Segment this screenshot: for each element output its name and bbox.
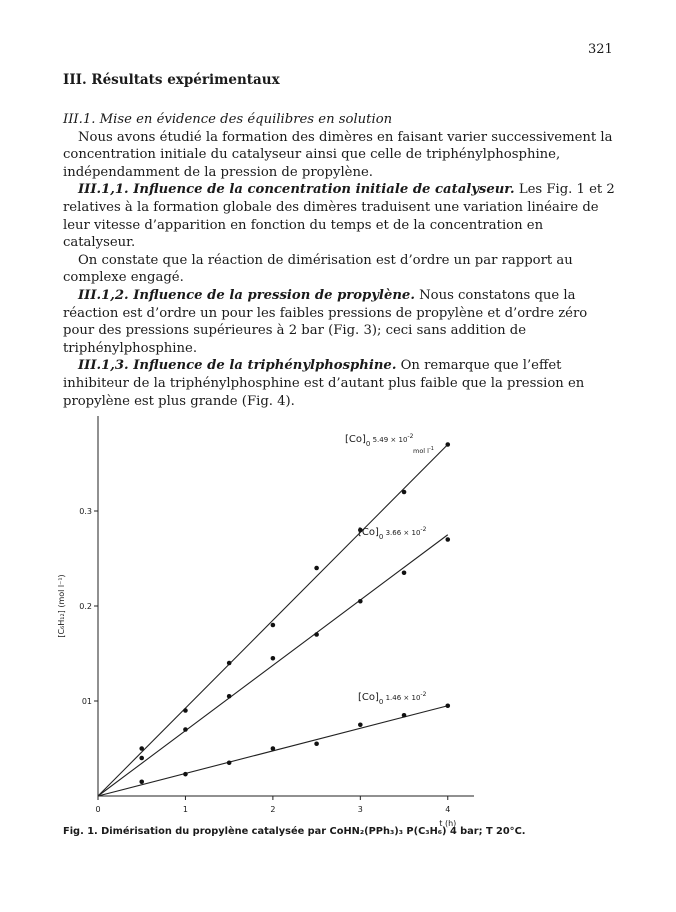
chart xyxy=(40,410,510,830)
page-number: 321 xyxy=(588,42,613,57)
data-point-series-3 xyxy=(271,746,276,751)
data-point-series-1 xyxy=(271,623,276,628)
x-axis-label: t (h) xyxy=(439,819,457,828)
series-annotation-unit: mol $l^{-1}$ xyxy=(413,446,434,455)
data-point-series-3 xyxy=(139,779,144,784)
intro-paragraph: Nous avons étudié la formation des dimères en faisant varier successivement la concentration initiale du catalyseur ainsi que celle de triphénylphosphine, indépendamment de la pression de propylène. xyxy=(63,129,613,180)
data-point-series-2 xyxy=(314,632,319,637)
subsection-title: III.1. Mise en évidence des équilibres en solution xyxy=(63,112,393,127)
fit-line-series-3 xyxy=(98,706,448,796)
fit-line-series-1 xyxy=(98,445,448,797)
data-point-series-2 xyxy=(358,599,363,604)
data-point-series-1 xyxy=(314,566,319,571)
paragraph-pressure xyxy=(63,287,615,357)
data-point-series-1 xyxy=(227,661,232,666)
fit-line-series-2 xyxy=(98,535,448,796)
paragraph-catalyst-text: Les Fig. 1 et 2 relatives à la formation globale des dimères traduisent une variation linéaire de leur vitesse d’apparition en fonction du temps et de la concentration en catalyseur. xyxy=(63,182,615,251)
y-tick-label: 0.3 xyxy=(79,507,92,516)
data-point-series-1 xyxy=(445,442,450,447)
data-point-series-3 xyxy=(358,722,363,727)
y-tick-label: 01 xyxy=(81,697,92,706)
paragraph-phosphine-heading: III.1,3. Influence de la triphénylphosphine. xyxy=(78,358,397,374)
x-tick-label: 2 xyxy=(270,805,276,814)
data-point-series-3 xyxy=(314,741,319,746)
data-point-series-3 xyxy=(402,713,407,718)
series-annotation-1: $[Co]_0$ $^{5.49 \times 10-2}$ xyxy=(345,433,414,448)
data-point-series-2 xyxy=(445,537,450,542)
data-point-series-2 xyxy=(227,694,232,699)
y-axis-label: [C₆H₁₂] (mol l⁻¹) xyxy=(57,574,66,638)
data-point-series-3 xyxy=(227,760,232,765)
series-annotation-3: $[Co]_0$ $^{1.46 \times 10-2}$ xyxy=(358,691,427,706)
paragraph-catalyst-heading: III.1,1. Influence de la concentration initiale de catalyseur. xyxy=(78,182,515,198)
x-tick-label: 1 xyxy=(182,805,188,814)
paragraph-phosphine xyxy=(63,357,615,410)
paragraph-order: On constate que la réaction de dimérisation est d’ordre un par rapport au complexe engagé. xyxy=(63,252,573,286)
y-tick-label: 0.2 xyxy=(79,602,92,611)
data-point-series-1 xyxy=(139,746,144,751)
series-annotation-2: $[Co]_0$ $^{3.66 \times 10-2}$ xyxy=(358,526,427,541)
data-point-series-2 xyxy=(271,656,276,661)
paragraph-phosphine-text: On remarque que l’effet inhibiteur de la triphénylphosphine est d’autant plus faible que la pression en propylène est plus grande (Fig. 4). xyxy=(63,358,585,409)
data-point-series-1 xyxy=(183,708,188,713)
body-text xyxy=(63,111,615,410)
data-point-series-3 xyxy=(445,703,450,708)
section-heading: III. Résultats expérimentaux xyxy=(63,72,280,88)
data-point-series-1 xyxy=(402,490,407,495)
data-point-series-2 xyxy=(139,756,144,761)
figure-caption: Fig. 1. Dimérisation du propylène catalysée par CoHN₂(PPh₃)₃ P(C₃H₆) 4 bar; T 20°C. xyxy=(63,826,526,837)
paragraph-catalyst xyxy=(63,181,615,251)
paragraph-pressure-heading: III.1,2. Influence de la pression de propylène. xyxy=(78,287,415,303)
x-tick-label: 4 xyxy=(445,805,451,814)
paragraph-pressure-text: Nous constatons que la réaction est d’ordre un pour les faibles pressions de propylène et d’ordre zéro pour des pressions supérieures à 2 bar (Fig. 3); ceci sans addition de triphénylphosphine. xyxy=(63,287,588,356)
data-point-series-2 xyxy=(183,727,188,732)
x-tick-label: 3 xyxy=(357,805,363,814)
data-point-series-3 xyxy=(183,772,188,777)
data-point-series-2 xyxy=(402,570,407,575)
x-tick-label: 0 xyxy=(95,805,101,814)
figure-1 xyxy=(40,410,510,830)
